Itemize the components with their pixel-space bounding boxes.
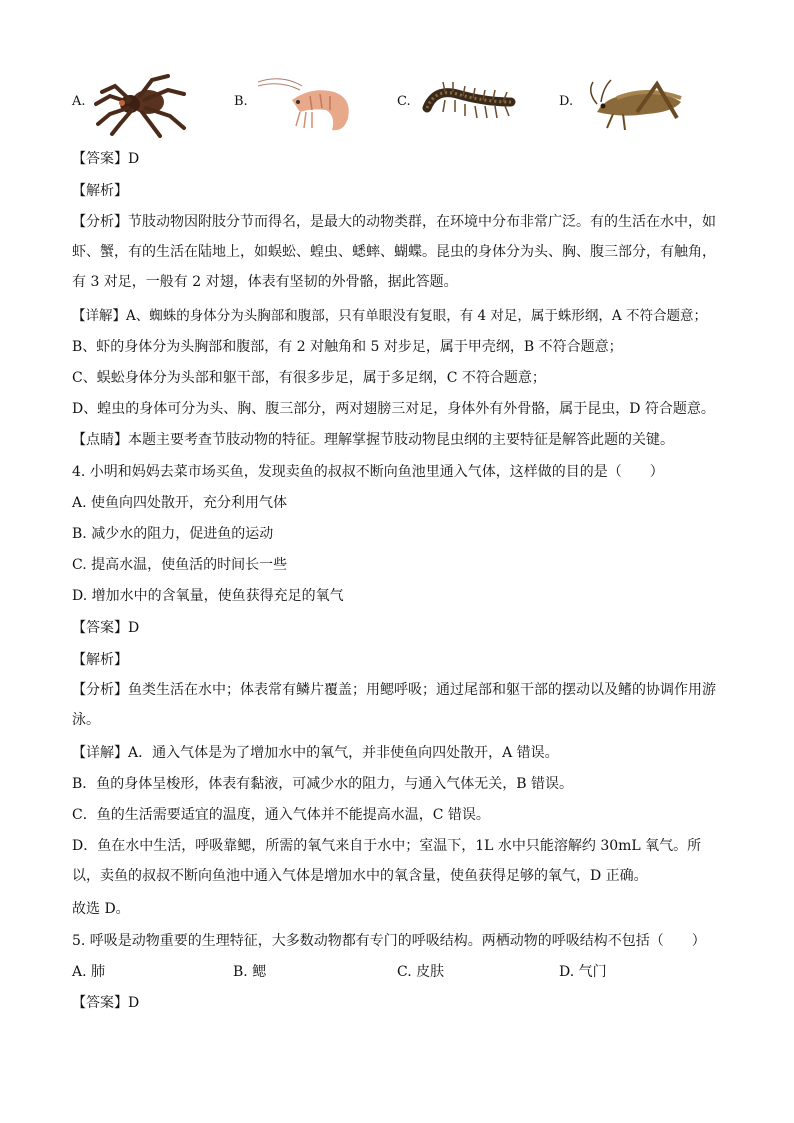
q3-comment: 【点睛】本题主要考查节肢动物的特征。理解掌握节肢动物昆虫纲的主要特征是解答此题的关键。 bbox=[72, 432, 674, 448]
q3-analysis: 【分析】节肢动物因附肢分节而得名，是最大的动物类群，在环境中分布非常广泛。有的生活在水中，如虾、蟹，有的生活在陆地上，如蜈蚣、蝗虫、蟋蟀、蝴蝶。昆虫的身体分为头、胸、腹三部分，有触角，有 3 对足，一般有 2 对翅，体表有坚韧的外骨骼，据此答题。 bbox=[72, 214, 716, 290]
option-d[interactable] bbox=[559, 72, 719, 138]
q3-detail-b: B、虾的身体分为头胸部和腹部，有 2 对触角和 5 对步足，属于甲壳纲，B 不符合题意； bbox=[72, 339, 623, 355]
q3-detail-a: 【详解】A、蜘蛛的身体分为头胸部和腹部，只有单眼没有复眼，有 4 对足，属于蛛形纲，A 不符合题意； bbox=[72, 308, 707, 324]
q4-analysis-head: 【解析】 bbox=[72, 652, 128, 668]
q5-option-d[interactable]: D. 气门 bbox=[559, 964, 607, 980]
q4-option-b[interactable]: B. 减少水的阻力，促进鱼的运动 bbox=[72, 526, 274, 542]
spider-image bbox=[90, 72, 190, 138]
q5-option-c[interactable]: C. 皮肤 bbox=[397, 964, 445, 980]
q4-analysis: 【分析】鱼类生活在水中；体表常有鳞片覆盖；用鳃呼吸；通过尾部和躯干部的摆动以及鳍的协调作用游泳。 bbox=[72, 682, 716, 728]
q4-conclusion: 故选 D。 bbox=[72, 901, 130, 917]
q5-option-a[interactable]: A. 肺 bbox=[72, 964, 106, 980]
option-a-label: A. bbox=[72, 94, 86, 109]
q4-option-d[interactable]: D. 增加水中的含氧量，使鱼获得充足的氧气 bbox=[72, 588, 344, 604]
q3-detail-d: D、蝗虫的身体可分为头、胸、腹三部分，两对翅膀三对足，身体外有外骨骼，属于昆虫，D 符合题意。 bbox=[72, 401, 715, 417]
option-d-label: D. bbox=[559, 94, 574, 109]
option-c-label: C. bbox=[397, 94, 411, 109]
q4-question: 4. 小明和妈妈去菜市场买鱼，发现卖鱼的叔叔不断向鱼池里通入气体，这样做的目的是（ ） bbox=[72, 464, 664, 480]
q4-option-a[interactable]: A. 使鱼向四处散开，充分利用气体 bbox=[72, 495, 288, 511]
shrimp-image bbox=[252, 72, 362, 138]
option-b-label: B. bbox=[234, 94, 248, 109]
q5-question: 5. 呼吸是动物重要的生理特征，大多数动物都有专门的呼吸结构。两栖动物的呼吸结构不包括（ ） bbox=[72, 933, 706, 949]
q3-detail-c: C、蜈蚣身体分为头部和躯干部，有很多步足，属于多足纲，C 不符合题意； bbox=[72, 370, 546, 386]
q4-detail-c: C．鱼的生活需要适宜的温度，通入气体并不能提高水温，C 错误。 bbox=[72, 807, 490, 823]
centipede-image bbox=[415, 72, 525, 138]
q5-answer: 【答案】D bbox=[72, 995, 140, 1011]
q3-answer: 【答案】D bbox=[72, 151, 140, 167]
option-a[interactable] bbox=[72, 72, 222, 138]
q5-option-b[interactable]: B. 鳃 bbox=[233, 964, 267, 980]
option-c[interactable] bbox=[397, 72, 547, 138]
q4-answer: 【答案】D bbox=[72, 620, 140, 636]
q4-detail-d: D．鱼在水中生活，呼吸靠鳃，所需的氧气来自于水中；室温下，1L 水中只能溶解约 30mL 氧气。所以，卖鱼的叔叔不断向鱼池中通入气体是增加水中的氧含量，使鱼获得足够的氧气，D 正确。 bbox=[72, 838, 702, 884]
q3-analysis-head: 【解析】 bbox=[72, 183, 128, 199]
q4-option-c[interactable]: C. 提高水温，使鱼活的时间长一些 bbox=[72, 557, 288, 573]
grasshopper-image bbox=[577, 72, 692, 138]
option-b[interactable] bbox=[234, 72, 384, 138]
q3-image-options bbox=[72, 72, 722, 138]
q4-detail-a: 【详解】A．通入气体是为了增加水中的氧气，并非使鱼向四处散开，A 错误。 bbox=[72, 745, 559, 761]
q4-detail-b: B．鱼的身体呈梭形，体表有黏液，可减少水的阻力，与通入气体无关，B 错误。 bbox=[72, 776, 574, 792]
